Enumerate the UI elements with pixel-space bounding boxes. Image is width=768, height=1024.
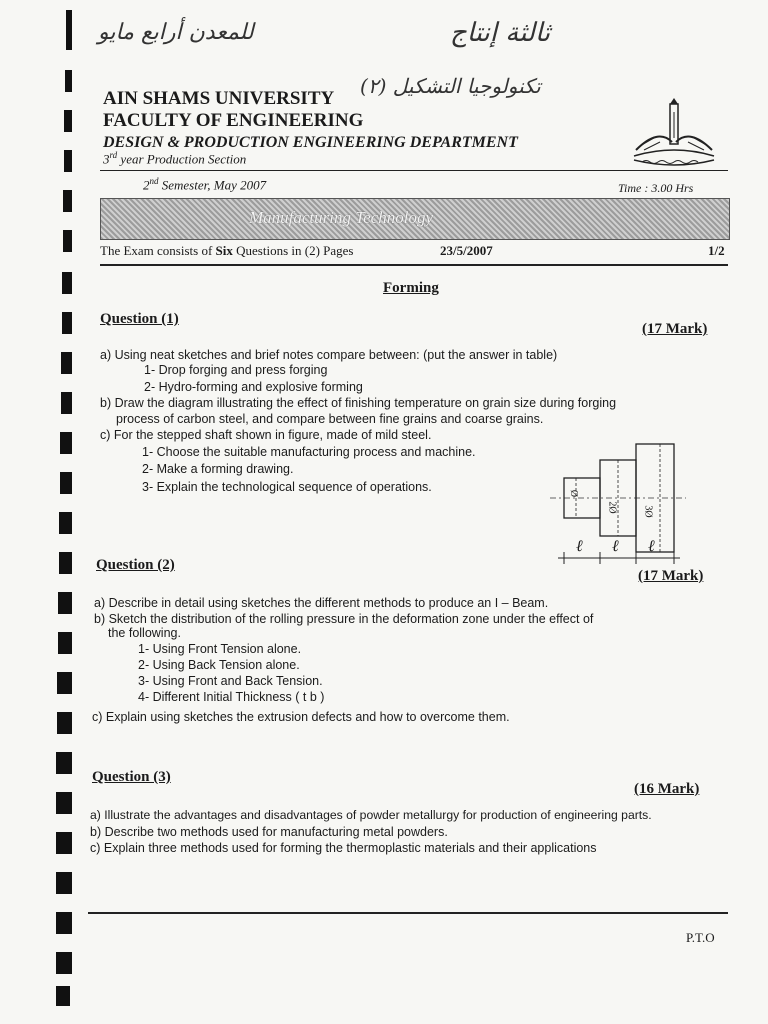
- header-rule: [100, 170, 728, 171]
- q2-line: b) Sketch the distribution of the rolling pressure in the deformation zone under the effect of: [94, 612, 594, 626]
- diameter-label-1: Ø: [568, 489, 580, 498]
- q3-line: a) Illustrate the advantages and disadvantages of powder metallurgy for production of engineering parts.: [90, 808, 652, 822]
- q2-line: 1- Using Front Tension alone.: [138, 642, 302, 656]
- university-header: [103, 88, 363, 132]
- length-label-1: ℓ: [576, 538, 583, 555]
- course-banner-title: Manufacturing Technology: [249, 208, 433, 227]
- q1-line: c) For the stepped shaft shown in figure, made of mild steel.: [100, 428, 432, 442]
- q1-line: a) Using neat sketches and brief notes compare between: (put the answer in table): [100, 348, 558, 362]
- page-number: 1/2: [708, 243, 725, 258]
- year-ordinal: rd: [109, 150, 118, 160]
- q1-line: 1- Drop forging and press forging: [144, 363, 328, 377]
- diameter-label-2: 2Ø: [606, 501, 618, 514]
- q2-line: 2- Using Back Tension alone.: [138, 658, 300, 672]
- q2-line: c) Explain using sketches the extrusion defects and how to overcome them.: [92, 710, 510, 724]
- q2-line: 4- Different Initial Thickness ( t b ): [138, 690, 325, 704]
- question-3-mark: (16 Mark): [634, 781, 700, 797]
- logo-graphic: [628, 98, 720, 174]
- department-name: DESIGN & PRODUCTION ENGINEERING DEPARTMENT: [103, 134, 518, 151]
- q1-line: 2- Make a forming drawing.: [142, 462, 294, 476]
- year-rest: year Production Section: [117, 151, 247, 167]
- year-number: 3: [103, 151, 110, 167]
- diameter-label-3: 3Ø: [642, 505, 654, 518]
- binding-holes: [56, 10, 78, 1010]
- semester-number: 2: [143, 177, 150, 193]
- question-2-title: Question (2): [96, 557, 175, 573]
- meta-rule: [100, 264, 728, 266]
- course-banner: [100, 198, 730, 240]
- length-label-3: ℓ: [648, 538, 655, 555]
- section-title: Forming: [383, 280, 439, 296]
- stepped-shaft-figure: [548, 440, 688, 570]
- question-1-mark: (17 Mark): [642, 321, 708, 337]
- q1-line: b) Draw the diagram illustrating the effect of finishing temperature on grain size during forging: [100, 396, 617, 410]
- binding-holes-graphic: [56, 10, 78, 1010]
- handwritten-course-name: تكنولوجيا التشكيل (٢): [360, 74, 541, 98]
- exam-description-suffix: Questions in (2) Pages: [232, 243, 354, 258]
- length-label-2: ℓ: [612, 538, 619, 555]
- q1-line: 1- Choose the suitable manufacturing process and machine.: [142, 445, 476, 459]
- handwritten-note-right: ثالثة إنتاج: [450, 18, 551, 48]
- exam-description-prefix: The Exam consists of: [100, 243, 216, 258]
- semester-rest: Semester, May 2007: [158, 177, 267, 193]
- q2-line: the following.: [108, 626, 181, 640]
- q3-line: b) Describe two methods used for manufacturing metal powders.: [90, 825, 448, 839]
- q1-line: process of carbon steel, and compare between fine grains and coarse grains.: [116, 412, 544, 426]
- question-3-title: Question (3): [92, 769, 171, 785]
- q2-line: a) Describe in detail using sketches the different methods to produce an I – Beam.: [94, 596, 549, 610]
- q3-line: c) Explain three methods used for forming the thermoplastic materials and their applications: [90, 841, 597, 855]
- q1-line: 3- Explain the technological sequence of operations.: [142, 480, 432, 494]
- exam-date: 23/5/2007: [440, 243, 493, 258]
- exam-description: [100, 243, 354, 259]
- q2-line: 3- Using Front and Back Tension.: [138, 674, 323, 688]
- q1-line: 2- Hydro-forming and explosive forming: [144, 380, 363, 394]
- handwritten-note-left: للمعدن أرابع مايو: [98, 20, 254, 45]
- exam-time: Time : 3.00 Hrs: [618, 181, 694, 195]
- faculty-name: FACULTY OF ENGINEERING: [103, 110, 364, 131]
- university-name: AIN SHAMS UNIVERSITY: [103, 88, 335, 109]
- question-2-mark: (17 Mark): [638, 568, 704, 584]
- year-section: [103, 150, 246, 167]
- university-logo: [628, 98, 720, 174]
- semester-ordinal: nd: [149, 176, 159, 186]
- footer-rule: [88, 912, 728, 914]
- semester-info: [143, 176, 266, 193]
- please-turn-over: P.T.O: [686, 930, 715, 945]
- question-1-title: Question (1): [100, 311, 179, 327]
- exam-question-count: Six: [215, 243, 233, 258]
